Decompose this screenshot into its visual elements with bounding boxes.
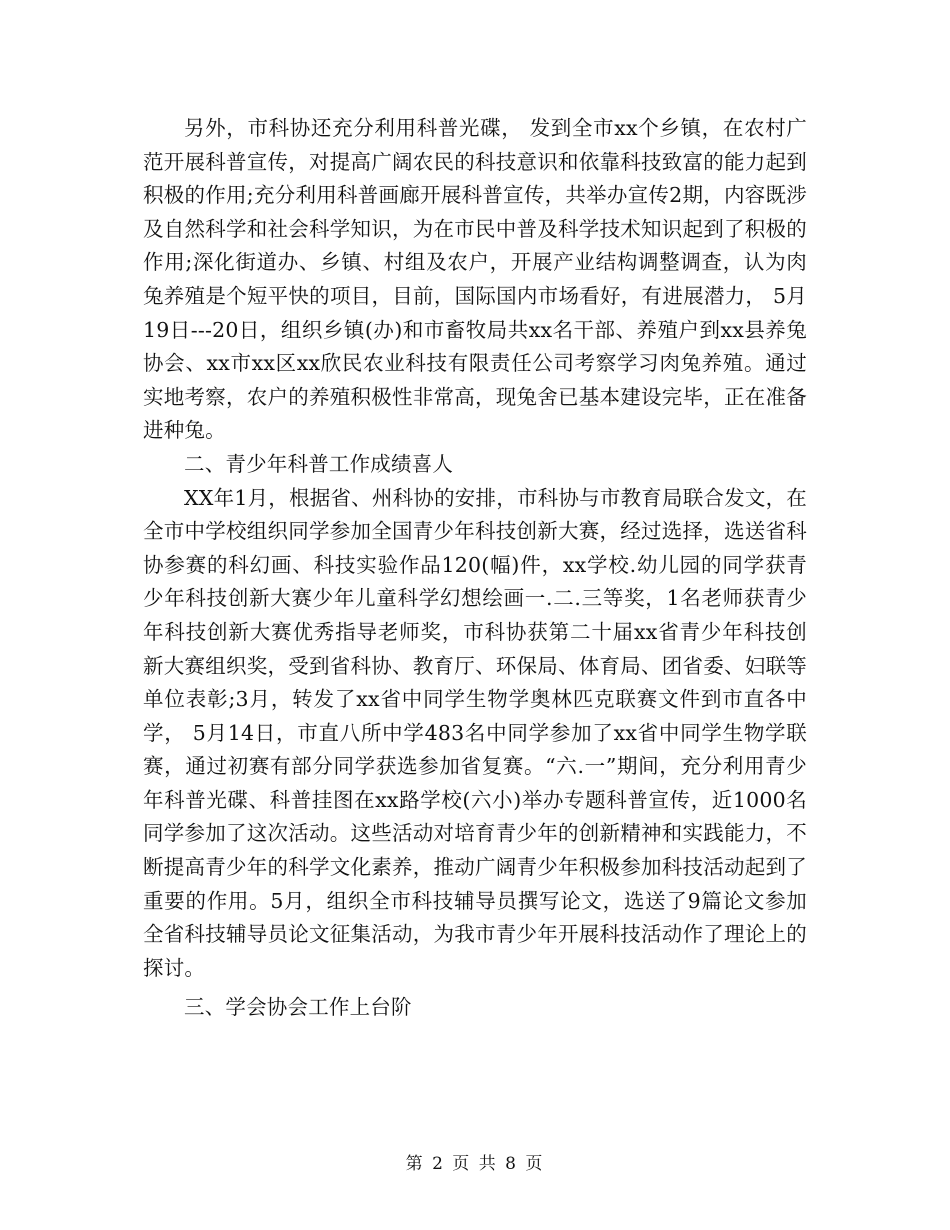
paragraph-outreach: 另外，市科协还充分利用科普光碟， 发到全市xx个乡镇，在农村广范开展科普宣传，对提高广阔农民的科技意识和依靠科技致富的能力起到积极的作用;充分利用科普画廊开展科普宣传，共举办宣传2期，内容既涉及自然科学和社会科学知识，为在市民中普及科学技术知识起到了积极的作用;深化街道办、乡镇、村组及农户，开展产业结构调整调查，认为肉兔养殖是个短平快的项目，目前，国际国内市场看好，有进展潜力， 5月19日---20日，组织乡镇(办)和市畜牧局共xx名干部、养殖户到xx县养兔协会、xx市xx区xx欣民农业科技有限责任公司考察学习肉兔养殖。通过实地考察，农户的养殖积极性非常高，现兔舍已基本建设完毕，正在准备进种兔。 (143, 116, 807, 443)
section-heading-youth: 二、青少年科普工作成绩喜人 (184, 451, 454, 476)
document-body (143, 112, 807, 1025)
paragraph-youth: XX年1月，根据省、州科协的安排，市科协与市教育局联合发文，在全市中学校组织同学参加全国青少年科技创新大赛，经过选择，选送省科协参赛的科幻画、科技实验作品120(幅)件，xx学校.幼儿园的同学获青少年科技创新大赛少年儿童科学幻想绘画一.二.三等奖，1名老师获青少年科技创新大赛优秀指导老师奖，市科协获第二十届xx省青少年科技创新大赛组织奖，受到省科协、教育厅、环保局、体育局、团省委、妇联等单位表彰;3月，转发了xx省中同学生物学奥林匹克联赛文件到市直各中学， 5月14日，市直八所中学483名中同学参加了xx省中同学生物学联赛，通过初赛有部分同学获选参加省复赛。“六.一”期间，充分利用青少年科普光碟、科普挂图在xx路学校(六小)举办专题科普宣传，近1000名同学参加了这次活动。这些活动对培育青少年的创新精神和实践能力，不断提高青少年的科学文化素养，推动广阔青少年积极参加科技活动起到了重要的作用。5月，组织全市科技辅导员撰写论文，选送了9篇论文参加全省科技辅导员论文征集活动，为我市青少年开展科技活动作了理论上的探讨。 (143, 485, 807, 980)
section-heading-societies: 三、学会协会工作上台阶 (184, 995, 412, 1020)
page-number-footer: 第 2 页 共 8 页 (405, 1154, 545, 1174)
